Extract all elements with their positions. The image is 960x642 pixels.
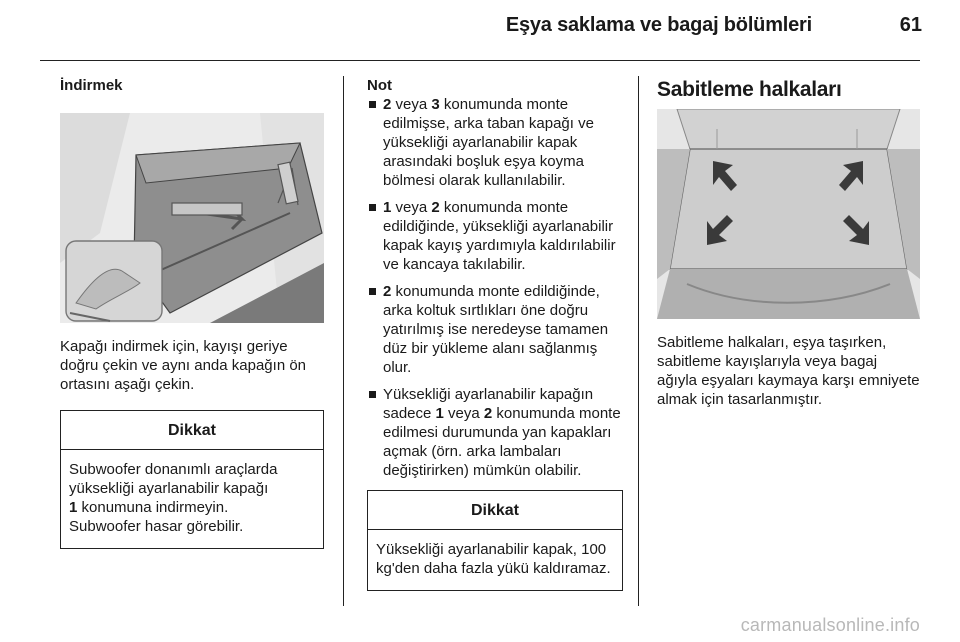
subheading-lowering: İndirmek [60,77,123,94]
caution-box-subwoofer [60,410,324,549]
position-number: 1 [435,405,444,422]
note-text: konumunda monte edilmişse, arka taban kapağı ve yüksekliği ayarlanabilir kapak arasındaki boşluk eşya koyma bölmesi olarak kullanılabilir. [383,96,594,189]
list-item [367,385,623,480]
position-number: 1 [383,199,392,216]
page-number: 61 [899,14,922,36]
column-divider-left [343,76,344,606]
note-text: Yüksekliği ayarlanabilir kapağın sadece [383,386,594,422]
caution-text-3: Subwoofer hasar görebilir. [69,518,244,535]
body-lashing-eyes: Sabitleme halkaları, eşya taşırken, sabitleme kayışlarıyla veya bagaj ağıyla eşyaları kaymaya karşı emniyete almak için tasarlanmıştır. [657,334,920,408]
watermark: carmanualsonline.info [740,615,920,635]
position-number: 2 [483,405,493,422]
caution-title: Dikkat [61,411,323,450]
caution-title: Dikkat [368,491,622,530]
column-notes [367,76,623,591]
caption-lowering: Kapağı indirmek için, kayışı geriye doğru çekin ve aynı anda kapağın ön ortasını aşağı çekin. [60,338,307,393]
header-rule [40,60,920,61]
column-divider-right [638,76,639,606]
note-list [367,95,623,480]
figure-lowering-cover [60,113,324,323]
note-text: veya [391,96,432,113]
position-number: 2 [383,283,392,300]
note-text: konumunda monte edildiğinde, arka koltuk sırtlıkları öne doğru yatırılmış ise neredeyse tamamen düz bir yükleme alanı sağlanmış olur. [383,283,609,376]
caution-body: Yüksekliği ayarlanabilir kapak, 100 kg'den daha fazla yükü kaldıramaz. [376,541,611,577]
list-item [367,95,623,190]
caution-text-1: Subwoofer donanımlı araçlarda yüksekliği ayarlanabilir kapağı [69,461,278,497]
position-number: 2 [431,199,440,216]
figure-lashing-eyes [657,109,920,319]
note-text: veya [391,199,432,216]
caution-body [61,450,323,548]
note-label: Not [367,77,392,94]
caution-box-load [367,490,623,591]
note-text: konumunda monte edildiğinde, yüksekliği ayarlanabilir kapak kayış yardımıyla kaldırılabilir ve kancaya takılabilir. [383,199,616,273]
caution-text-2: konumuna indirmeyin. [77,499,229,516]
column-lowering [60,76,324,549]
list-item [367,282,623,377]
column-lashing-eyes [657,76,920,409]
section-title: Sabitleme halkaları [657,78,842,101]
position-number: 3 [431,96,440,113]
caution-position-number: 1 [69,499,78,516]
position-number: 2 [383,96,392,113]
note-text: konumunda monte edilmesi durumunda yan kapakları açmak (örn. arka lambaları değiştirirken) mümkün olabilir. [383,405,621,479]
header-title: Eşya saklama ve bagaj bölümleri [505,14,812,36]
note-text: veya [443,405,484,422]
list-item [367,198,623,274]
